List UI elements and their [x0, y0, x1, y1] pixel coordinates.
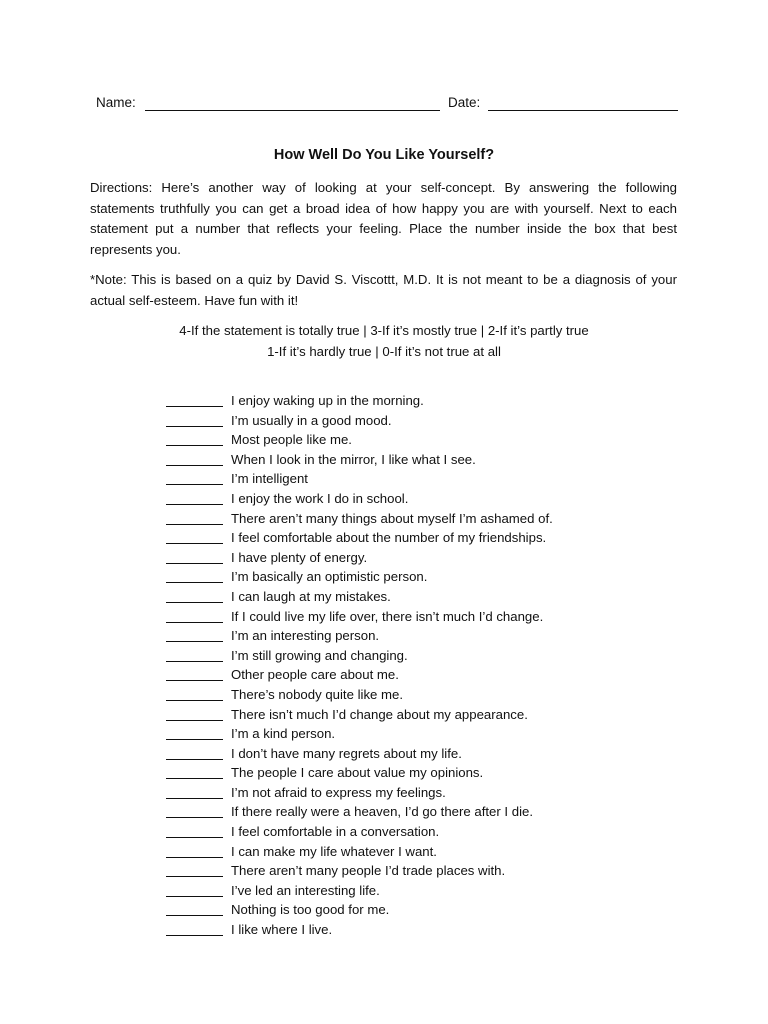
statement-row: [166, 607, 686, 627]
statement-row: [166, 509, 686, 529]
statement-row: [166, 411, 686, 431]
answer-blank[interactable]: [166, 920, 223, 936]
statement-text: There isn’t much I’d change about my appearance.: [231, 706, 528, 722]
statement-text: There aren’t many people I’d trade places with.: [231, 863, 506, 879]
answer-blank[interactable]: [166, 705, 223, 721]
answer-blank[interactable]: [166, 665, 223, 681]
answer-blank[interactable]: [166, 744, 223, 760]
statement-row: [166, 528, 686, 548]
answer-blank[interactable]: [166, 626, 223, 642]
answer-blank[interactable]: [166, 411, 223, 427]
name-blank[interactable]: [145, 110, 440, 111]
statement-text: I’m a kind person.: [231, 726, 336, 742]
statement-row: [166, 430, 686, 450]
statement-text: I enjoy waking up in the morning.: [231, 393, 424, 408]
statement-row: [166, 587, 686, 607]
statement-text: I enjoy the work I do in school.: [231, 490, 409, 506]
statement-row: [166, 450, 686, 470]
statement-row: [166, 626, 686, 646]
statement-list: [166, 391, 686, 940]
header-row: [96, 93, 686, 115]
statement-row: [166, 646, 686, 666]
rating-scale-line-1: 4-If the statement is totally true | 3-If it’s mostly true | 2-If it’s partly true: [179, 323, 589, 338]
statement-row: [166, 822, 686, 842]
statement-text: I don’t have many regrets about my life.: [231, 745, 462, 761]
answer-blank[interactable]: [166, 861, 223, 877]
answer-blank[interactable]: [166, 842, 223, 858]
statement-text: I’m an interesting person.: [231, 628, 380, 644]
statement-row: [166, 391, 686, 411]
answer-blank[interactable]: [166, 489, 223, 505]
statement-row: [166, 842, 686, 862]
statement-row: [166, 705, 686, 725]
statement-text: There’s nobody quite like me.: [231, 686, 404, 702]
statement-text: Other people care about me.: [231, 667, 399, 683]
statement-text: If there really were a heaven, I’d go there after I die.: [231, 804, 534, 820]
answer-blank[interactable]: [166, 822, 223, 838]
statement-row: [166, 861, 686, 881]
answer-blank[interactable]: [166, 567, 223, 583]
name-label: Name:: [96, 95, 136, 110]
page-title: How Well Do You Like Yourself?: [273, 147, 495, 163]
answer-blank[interactable]: [166, 685, 223, 701]
directions-text: Directions: Here’s another way of looking at your self-concept. By answering the following statements truthfully you can get a broad idea of how happy you are with yourself. Next to each statement put a number that reflects your feeling. Place the number inside the box that best represents you.: [90, 180, 677, 257]
statement-text: I feel comfortable in a conversation.: [231, 824, 440, 840]
statement-row: [166, 489, 686, 509]
answer-blank[interactable]: [166, 607, 223, 623]
answer-blank[interactable]: [166, 430, 223, 446]
note-text: *Note: This is based on a quiz by David S. Viscottt, M.D. It is not meant to be a diagnosis of your actual self-esteem. Have fun with it!: [90, 272, 677, 308]
answer-blank[interactable]: [166, 783, 223, 799]
answer-blank[interactable]: [166, 391, 223, 407]
answer-blank[interactable]: [166, 450, 223, 466]
statement-row: [166, 744, 686, 764]
answer-blank[interactable]: [166, 587, 223, 603]
statement-text: I’m usually in a good mood.: [231, 412, 392, 428]
answer-blank[interactable]: [166, 802, 223, 818]
answer-blank[interactable]: [166, 528, 223, 544]
answer-blank[interactable]: [166, 548, 223, 564]
statement-text: If I could live my life over, there isn’t much I’d change.: [231, 608, 544, 624]
statement-row: [166, 900, 686, 920]
answer-blank[interactable]: [166, 646, 223, 662]
answer-blank[interactable]: [166, 881, 223, 897]
statement-text: The people I care about value my opinions.: [231, 765, 484, 781]
statement-text: I feel comfortable about the number of my friendships.: [231, 530, 547, 546]
statement-row: [166, 881, 686, 901]
statement-text: I like where I live.: [231, 922, 333, 938]
statement-text: I have plenty of energy.: [231, 549, 368, 565]
date-label: Date:: [448, 95, 481, 110]
statement-row: [166, 567, 686, 587]
answer-blank[interactable]: [166, 900, 223, 916]
statement-text: I’m basically an optimistic person.: [231, 569, 428, 585]
statement-row: [166, 685, 686, 705]
statement-text: I’ve led an interesting life.: [231, 882, 380, 898]
statement-row: [166, 469, 686, 489]
statement-text: There aren’t many things about myself I’m ashamed of.: [231, 510, 553, 526]
statement-row: [166, 783, 686, 803]
answer-blank[interactable]: [166, 509, 223, 525]
statement-text: Nothing is too good for me.: [231, 902, 390, 918]
statement-row: [166, 548, 686, 568]
statement-text: Most people like me.: [231, 432, 352, 448]
answer-blank[interactable]: [166, 724, 223, 740]
answer-blank[interactable]: [166, 469, 223, 485]
statement-text: I can make my life whatever I want.: [231, 843, 437, 859]
statement-text: When I look in the mirror, I like what I see.: [231, 451, 476, 467]
statement-row: [166, 802, 686, 822]
date-blank[interactable]: [488, 110, 678, 111]
statement-text: I’m intelligent: [231, 471, 308, 487]
rating-scale: [0, 320, 768, 362]
statement-row: [166, 763, 686, 783]
statement-row: [166, 665, 686, 685]
statement-text: I can laugh at my mistakes.: [231, 588, 391, 604]
answer-blank[interactable]: [166, 763, 223, 779]
statement-text: I’m not afraid to express my feelings.: [231, 784, 446, 800]
statement-row: [166, 724, 686, 744]
statement-row: [166, 920, 686, 940]
rating-scale-line-2: 1-If it’s hardly true | 0-If it’s not true at all: [267, 344, 501, 359]
statement-text: I’m still growing and changing.: [231, 647, 408, 663]
